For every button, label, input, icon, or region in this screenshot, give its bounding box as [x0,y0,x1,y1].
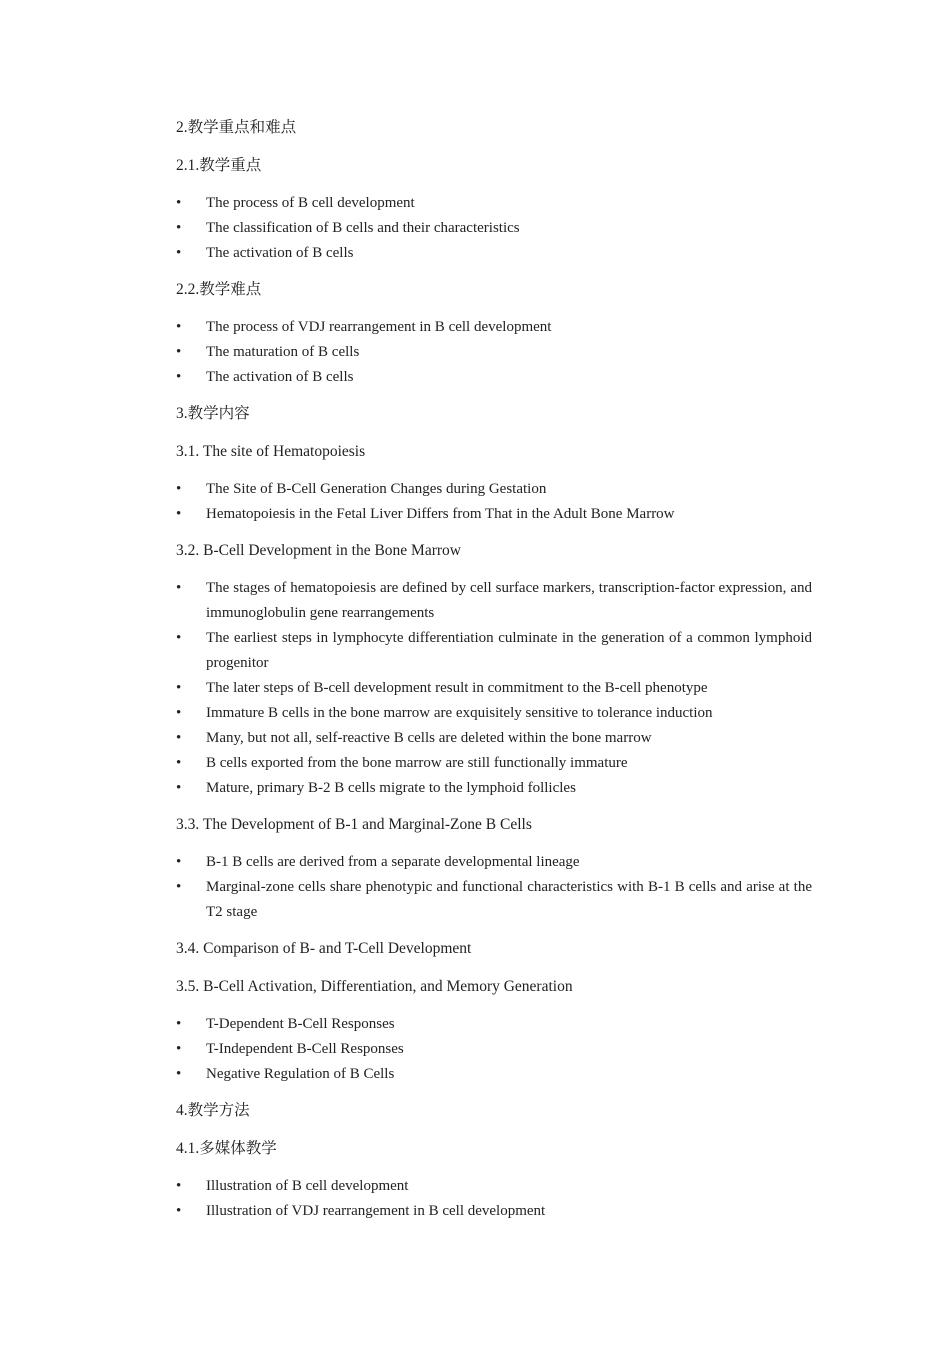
list-item: • Hematopoiesis in the Fetal Liver Differs from That in the Adult Bone Marrow [176,502,812,527]
list-item: • Immature B cells in the bone marrow are exquisitely sensitive to tolerance induction [176,701,812,726]
heading-3-5: 3.5. B-Cell Activation, Differentiation, and Memory Generation [176,978,573,995]
heading-3-3: 3.3. The Development of B-1 and Marginal-Zone B Cells [176,816,532,833]
heading-3-2: 3.2. B-Cell Development in the Bone Marrow [176,542,461,559]
list-item: • The stages of hematopoiesis are defined by cell surface markers, transcription-factor expression, and immunoglobulin gene rearrangements [176,576,812,626]
list-item: • The activation of B cells [176,241,812,266]
list-item: • T-Independent B-Cell Responses [176,1037,812,1062]
document-page [176,116,812,1224]
heading-2-1: 2.1.教学重点 [176,157,262,174]
list-item: • Many, but not all, self-reactive B cells are deleted within the bone marrow [176,726,812,751]
list-item: • Negative Regulation of B Cells [176,1062,812,1087]
list-item: • Marginal-zone cells share phenotypic and functional characteristics with B-1 B cells and arise at the T2 stage [176,875,812,925]
heading-3-4: 3.4. Comparison of B- and T-Cell Development [176,940,472,957]
list-item: • The maturation of B cells [176,340,812,365]
list-item: • B cells exported from the bone marrow are still functionally immature [176,751,812,776]
heading-4-1: 4.1.多媒体教学 [176,1140,277,1157]
list-item: • Illustration of VDJ rearrangement in B cell development [176,1199,812,1224]
list-item: • The earliest steps in lymphocyte differentiation culminate in the generation of a common lymphoid progenitor [176,626,812,676]
list-3-5 [176,1012,812,1087]
list-item: • Mature, primary B-2 B cells migrate to the lymphoid follicles [176,776,812,801]
list-2-2 [176,315,812,390]
list-item: • The classification of B cells and their characteristics [176,216,812,241]
list-4-1 [176,1174,812,1224]
list-2-1 [176,191,812,266]
list-item: • The later steps of B-cell development result in commitment to the B-cell phenotype [176,676,812,701]
list-3-2 [176,576,812,801]
heading-2-2: 2.2.教学难点 [176,281,262,298]
list-3-1 [176,477,812,527]
list-item: • T-Dependent B-Cell Responses [176,1012,812,1037]
list-item: • The process of B cell development [176,191,812,216]
heading-2: 2.教学重点和难点 [176,119,297,136]
list-item: • The Site of B-Cell Generation Changes during Gestation [176,477,812,502]
list-item: • B-1 B cells are derived from a separate developmental lineage [176,850,812,875]
list-item: • The activation of B cells [176,365,812,390]
list-item: • The process of VDJ rearrangement in B cell development [176,315,812,340]
heading-3: 3.教学内容 [176,405,250,422]
heading-4: 4.教学方法 [176,1102,250,1119]
list-item: • Illustration of B cell development [176,1174,812,1199]
list-3-3 [176,850,812,925]
heading-3-1: 3.1. The site of Hematopoiesis [176,443,366,460]
